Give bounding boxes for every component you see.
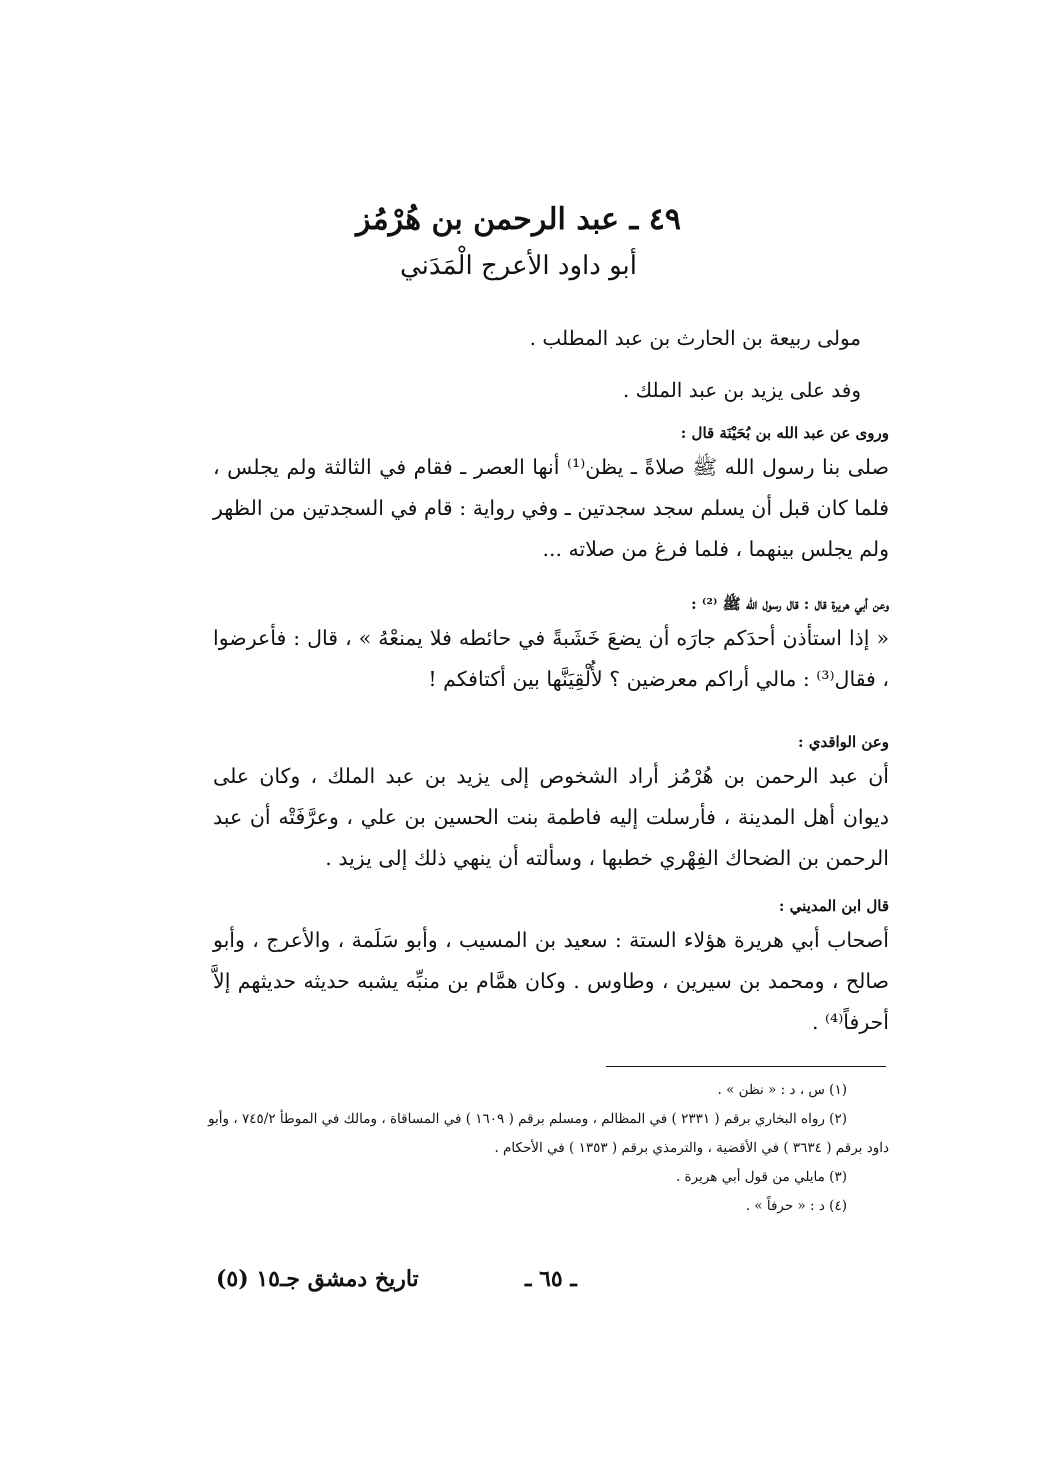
section bbox=[213, 419, 889, 570]
footnote: (٣) مايلي من قول أبي هريرة . bbox=[675, 1169, 847, 1185]
section-label: وروى عن عبد الله بن بُحَيْنَة قال : bbox=[680, 424, 889, 442]
section bbox=[213, 728, 889, 879]
intro-line: وفد على يزيد بن عبد الملك . bbox=[622, 378, 861, 402]
section-label: وعن أبي هريرة قال : قال رسول الله ﷺ ⁽²⁾ : bbox=[691, 595, 889, 613]
entry-title: ٤٩ ـ عبد الرحمن بن هُرْمُز bbox=[356, 202, 681, 237]
section-text: « إذا استأذن أحدَكم جارَه أن يضعَ خَشَبةً في حائطه فلا يمنعْهُ » ، قال : فأعرضوا ، فقال⁽³⁾ : مالي أراكم معرضين ؟ لأُلْقِيَنَّها بين أكتافكم ! bbox=[213, 626, 889, 691]
footnote: داود برقم ( ٣٦٣٤ ) في الأقضية ، والترمذي برقم ( ١٣٥٣ ) في الأحكام . bbox=[494, 1140, 889, 1156]
footnote: (٢) رواه البخاري برقم ( ٢٣٣١ ) في المظالم ، ومسلم برقم ( ١٦٠٩ ) في المساقاة ، ومالك في الموطأ ٧٤٥/٢ ، وأبو bbox=[208, 1111, 847, 1127]
intro-block bbox=[213, 318, 889, 410]
page-number: ـ ٦٥ ـ bbox=[525, 1266, 577, 1292]
section-text: صلى بنا رسول الله ﷺ صلاةً ـ يظن⁽¹⁾ أنها العصر ـ فقام في الثالثة ولم يجلس ، فلما كان قبل أن يسلم سجد سجدتين ـ وفي رواية : قام في السجدتين من الظهر ولم يجلس بينهما ، فلما فرغ من صلاته ... bbox=[213, 455, 889, 561]
footnotes bbox=[208, 1076, 889, 1221]
section-label: قال ابن المديني : bbox=[778, 897, 889, 915]
section bbox=[213, 590, 889, 700]
section bbox=[213, 892, 889, 1043]
entry-subtitle: أبو داود الأعرج الْمَدَني bbox=[399, 251, 638, 281]
section-label: وعن الواقدي : bbox=[797, 733, 889, 751]
section-text: أصحاب أبي هريرة هؤلاء الستة : سعيد بن المسيب ، وأبو سَلَمة ، والأعرج ، وأبو صالح ، ومحمد بن سيرين ، وطاوس . وكان همَّام بن منبِّه يشبه حديثه حديثهم إلاَّ أحرفاً⁽⁴⁾ . bbox=[213, 928, 889, 1034]
footnote: (١) س ، د : « نظن » . bbox=[717, 1082, 847, 1098]
book-signature: تاريخ دمشق جـ١٥ (٥) bbox=[216, 1266, 419, 1292]
footnote: (٤) د : « حرفاً » . bbox=[745, 1198, 847, 1214]
section-text: أن عبد الرحمن بن هُرْمُز أراد الشخوص إلى يزيد بن عبد الملك ، وكان على ديوان أهل المدينة ، فأرسلت إليه فاطمة بنت الحسين بن علي ، وعرَّفَتْه أن عبد الرحمن بن الضحاك الفِهْري خطبها ، وسألته أن ينهي ذلك إلى يزيد . bbox=[213, 764, 889, 870]
footnote-divider bbox=[606, 1066, 886, 1067]
intro-line: مولى ربيعة بن الحارث بن عبد المطلب . bbox=[529, 326, 861, 350]
